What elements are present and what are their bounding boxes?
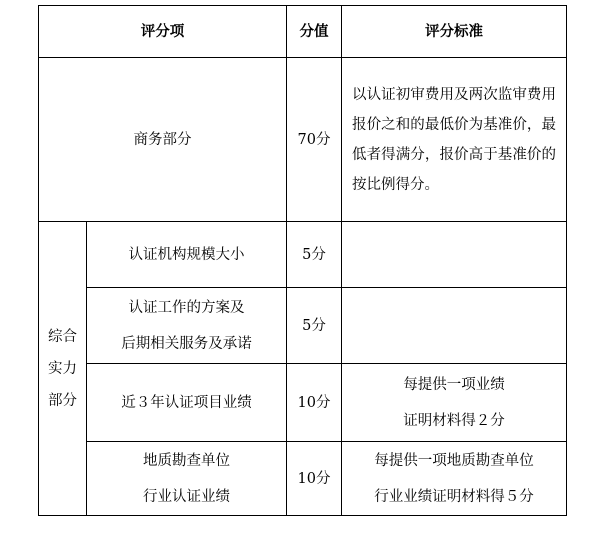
strength-group-label bbox=[39, 222, 87, 516]
strength-score-4: 10分 bbox=[287, 442, 342, 516]
strength-criteria-1 bbox=[342, 222, 567, 288]
business-item: 商务部分 bbox=[39, 58, 287, 222]
strength-item-2-line1: 认证工作的方案及 bbox=[128, 299, 245, 316]
strength-criteria-4-line1: 每提供一项地质勘查单位 bbox=[374, 452, 534, 469]
strength-criteria-3-line2: 证明材料得２分 bbox=[403, 412, 505, 429]
strength-item-4-line2: 行业认证业绩 bbox=[143, 488, 230, 505]
strength-group-label-text: 综合实力部分 bbox=[48, 328, 77, 409]
header-criteria: 评分标准 bbox=[342, 6, 567, 58]
strength-item-4 bbox=[87, 442, 287, 516]
strength-criteria-2 bbox=[342, 288, 567, 364]
strength-row-1 bbox=[39, 222, 567, 288]
strength-criteria-3-line1: 每提供一项业绩 bbox=[403, 376, 505, 393]
business-row bbox=[39, 58, 567, 222]
strength-row-4 bbox=[39, 442, 567, 516]
strength-row-2 bbox=[39, 288, 567, 364]
strength-item-1: 认证机构规模大小 bbox=[87, 222, 287, 288]
strength-criteria-4 bbox=[342, 442, 567, 516]
header-item: 评分项 bbox=[39, 6, 287, 58]
strength-score-2: 5分 bbox=[287, 288, 342, 364]
scoring-table bbox=[38, 5, 567, 516]
strength-item-2-line2: 后期相关服务及承诺 bbox=[121, 335, 252, 352]
strength-score-3: 10分 bbox=[287, 364, 342, 442]
header-score: 分值 bbox=[287, 6, 342, 58]
strength-criteria-4-line2: 行业业绩证明材料得５分 bbox=[374, 488, 534, 505]
strength-criteria-3 bbox=[342, 364, 567, 442]
strength-item-3: 近３年认证项目业绩 bbox=[87, 364, 287, 442]
strength-row-3 bbox=[39, 364, 567, 442]
header-row bbox=[39, 6, 567, 58]
business-criteria: 以认证初审费用及两次监审费用报价之和的最低价为基准价，最低者得满分，报价高于基准价的按比例得分。 bbox=[342, 58, 567, 222]
business-score: 70分 bbox=[287, 58, 342, 222]
strength-score-1: 5分 bbox=[287, 222, 342, 288]
strength-item-4-line1: 地质勘查单位 bbox=[143, 452, 230, 469]
strength-item-2 bbox=[87, 288, 287, 364]
